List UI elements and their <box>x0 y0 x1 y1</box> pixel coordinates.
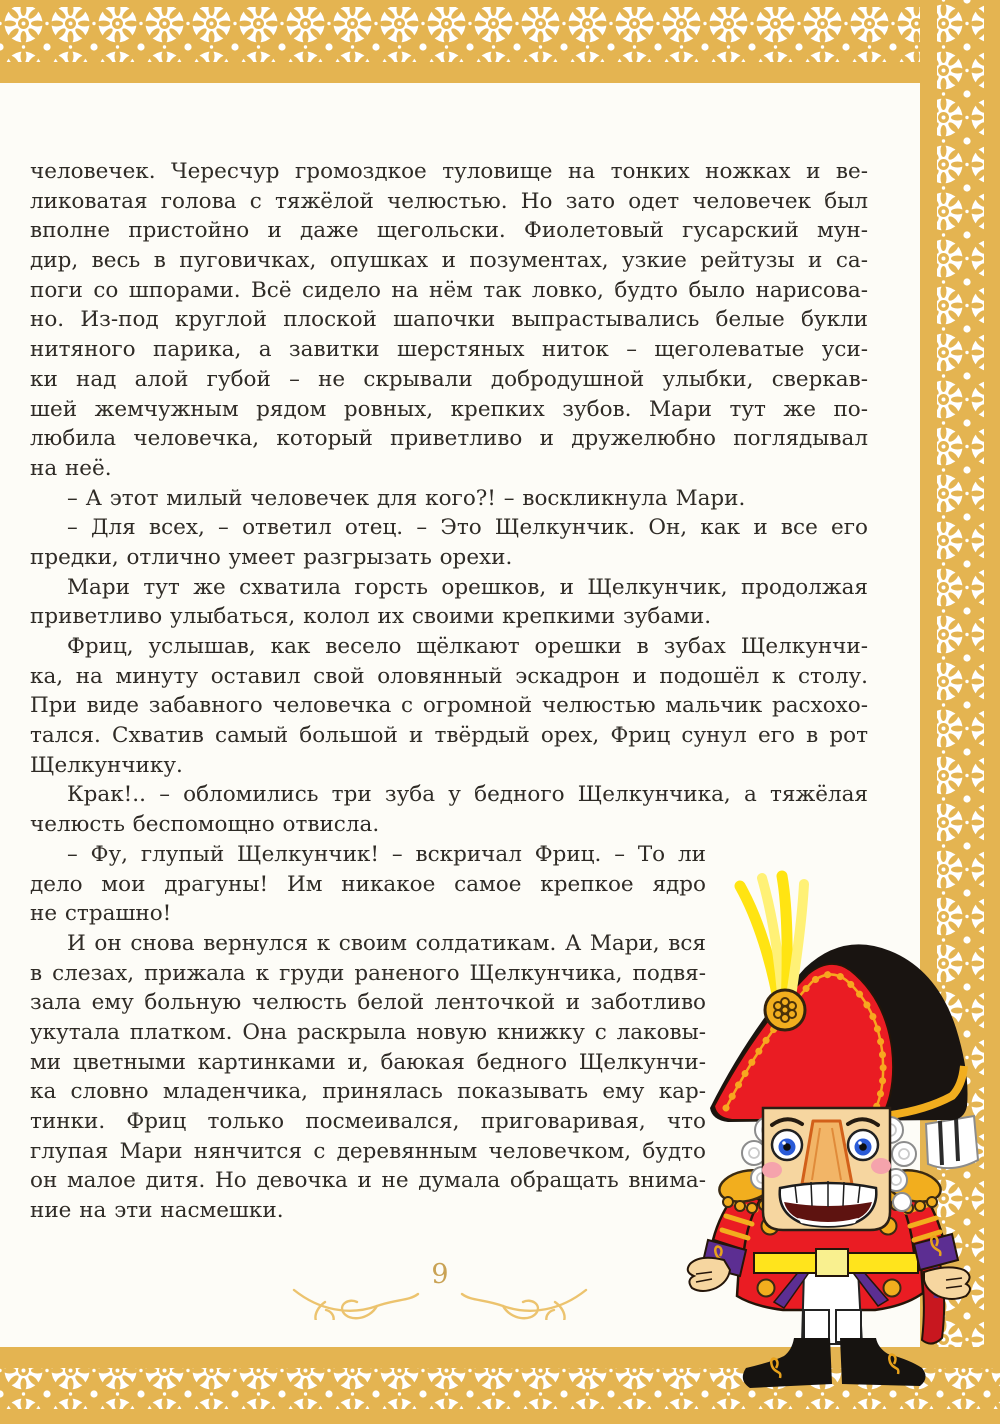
page-number: 9 <box>431 1259 449 1290</box>
text-line: дир, весь в пуговичках, опушках и позументах, узкие рейтузы и са- <box>30 248 868 274</box>
text-line: в слезах, прижала к груди раненого Щелкунчика, подвя- <box>30 960 706 986</box>
text-line: При виде забавного человечка с огромной челюстью мальчик расхохо- <box>30 693 868 719</box>
text-line: И он снова вернулся к своим солдатикам. А Мари, вся <box>67 930 706 956</box>
text-line: Мари тут же схватила горсть орешков, и Щелкунчик, продолжая <box>67 574 868 600</box>
text-line: Фриц, услышав, как весело щёлкают орешки в зубах Щелкунчи- <box>67 634 868 659</box>
text-line: не страшно! <box>30 901 172 927</box>
text-line: зала ему больную челюсть белой ленточкой и заботливо <box>30 990 706 1016</box>
text-line: нитяного парика, а завитки шерстяных ниток – щеголеватые уси- <box>30 337 868 363</box>
text-line: он малое дитя. Но девочка и не думала обращать внима- <box>30 1168 706 1194</box>
text-line: любила человечка, который приветливо и дружелюбно поглядывал <box>30 426 868 452</box>
text-line: тался. Схватив самый большой и твёрдый орех, Фриц сунул его в рот <box>30 723 868 749</box>
lace-border-top <box>0 0 1000 83</box>
text-line: человечек. Чересчур громоздкое туловище на тонких ножках и ве- <box>30 159 868 184</box>
text-line: на неё. <box>30 455 112 481</box>
text-line: ние на эти насмешки. <box>30 1198 284 1224</box>
text-line: Щелкунчику. <box>30 752 183 778</box>
text-line: ка словно младенчика, принялась показывать ему кар- <box>30 1079 706 1105</box>
text-line: – Для всех, – ответил отец. – Это Щелкунчик. Он, как и все его <box>67 515 868 541</box>
flourish-left-icon <box>291 1274 421 1320</box>
text-line: – Фу, глупый Щелкунчик! – вскричал Фриц. – То ли <box>67 841 706 867</box>
text-line: ликоватая голова с тяжёлой челюстью. Но зато одет человечек был <box>30 188 868 214</box>
text-line: ка, на минуту оставил свой оловянный эскадрон и подошёл к столу. <box>30 663 868 689</box>
text-line: укутала платком. Она раскрыла новую книжку с лаковы- <box>30 1019 706 1045</box>
text-line: шей жемчужным рядом ровных, крепких зубов. Мари тут же по- <box>30 396 868 422</box>
text-line: приветливо улыбаться, колол их своими крепкими зубами. <box>30 604 712 630</box>
text-line: тинки. Фриц только посмеивался, приговаривая, что <box>30 1109 706 1134</box>
text-line: поги со шпорами. Всё сидело на нём так ловко, будто было нарисова- <box>30 277 868 303</box>
text-line: предки, отлично умеет разгрызать орехи. <box>30 544 513 570</box>
text-line: – А этот милый человечек для кого?! – воскликнула Мари. <box>67 485 746 511</box>
text-line: дело мои драгуны! Им никакое самое крепкое ядро <box>30 871 706 897</box>
text-line: челюсть беспомощно отвисла. <box>30 812 380 838</box>
text-line: вполне пристойно и даже щегольски. Фиолетовый гусарский мун- <box>30 218 868 244</box>
text-line: Крак!.. – обломились три зуба у бедного Щелкунчика, а тяжёлая <box>67 782 868 808</box>
flourish-right-icon <box>459 1274 589 1320</box>
text-line: ми цветными картинками и, баюкая бедного Щелкунчи- <box>30 1049 706 1075</box>
text-line: но. Из-под круглой плоской шапочки выпрастывались белые букли <box>30 307 868 333</box>
nutcracker-illustration <box>680 868 980 1393</box>
text-line: глупая Мари нянчится с деревянным человечком, будто <box>30 1138 706 1164</box>
text-line: ки над алой губой – не скрывали добродушной улыбки, сверкав- <box>30 366 868 392</box>
page-number-ornament <box>270 1256 610 1322</box>
